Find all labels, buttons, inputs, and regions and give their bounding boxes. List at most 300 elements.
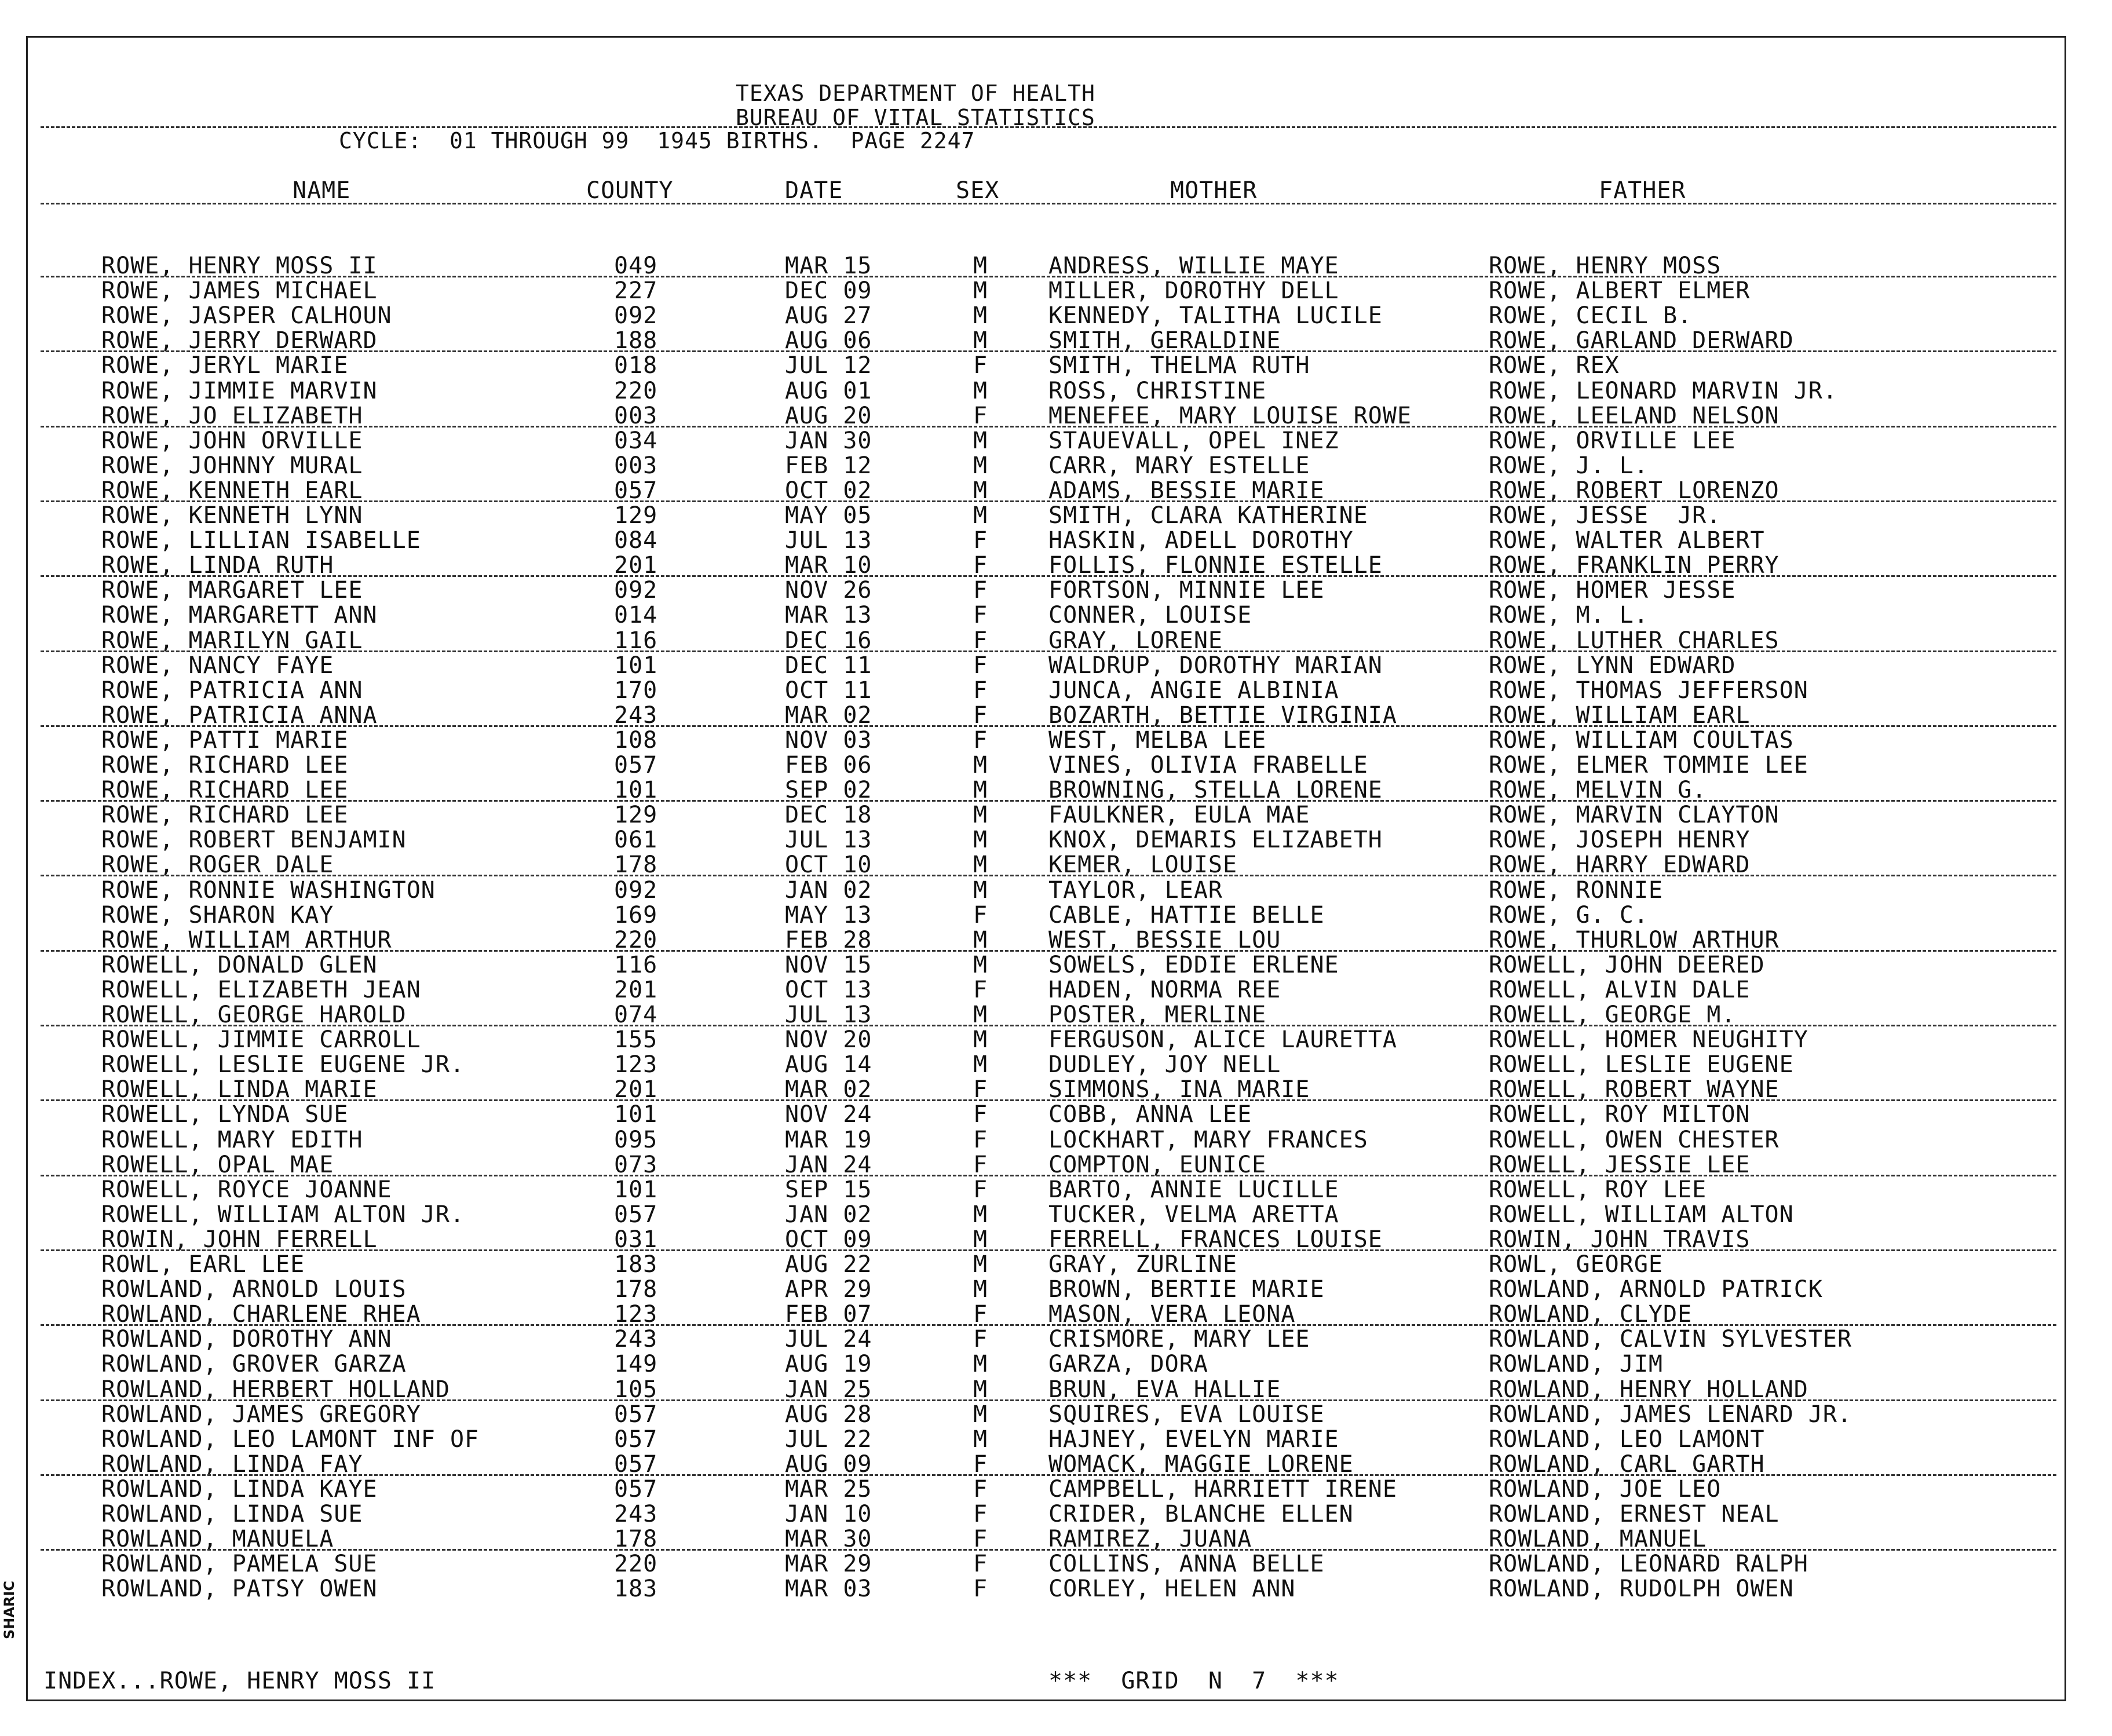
cell-county: 178 <box>614 1526 658 1553</box>
table-row <box>0 1028 2062 1052</box>
column-header-county: COUNTY <box>586 177 674 204</box>
cell-sex: F <box>973 1126 988 1153</box>
cell-date: AUG 01 <box>785 377 872 404</box>
cell-name: ROWELL, ROYCE JOANNE <box>101 1176 392 1203</box>
cell-sex: F <box>973 1526 988 1553</box>
cell-name: ROWE, JIMMIE MARVIN <box>101 377 378 404</box>
cell-father: ROWE, MELVIN G. <box>1489 777 1707 804</box>
index-footer: INDEX...ROWE, HENRY MOSS II <box>43 1668 436 1694</box>
cell-mother: CORLEY, HELEN ANN <box>1048 1576 1296 1603</box>
cell-county: 057 <box>614 1475 658 1503</box>
cell-name: ROWE, JASPER CALHOUN <box>101 302 392 330</box>
cell-name: ROWE, PATRICIA ANNA <box>101 701 378 729</box>
cell-sex: M <box>973 1351 988 1378</box>
cell-mother: MASON, VERA LEONA <box>1048 1301 1296 1328</box>
cell-county: 061 <box>614 827 658 854</box>
cell-father: ROWLAND, ARNOLD PATRICK <box>1489 1276 1823 1303</box>
cell-father: ROWE, FRANKLIN PERRY <box>1489 552 1780 579</box>
cell-father: ROWE, REX <box>1489 352 1620 379</box>
cell-county: 105 <box>614 1376 658 1403</box>
cell-date: DEC 09 <box>785 277 872 305</box>
cell-name: ROWELL, LINDA MARIE <box>101 1076 378 1103</box>
table-row <box>0 1502 2062 1527</box>
cell-name: ROWLAND, PAMELA SUE <box>101 1551 378 1578</box>
cell-date: JAN 25 <box>785 1376 872 1403</box>
table-row <box>0 578 2062 603</box>
cell-date: FEB 06 <box>785 752 872 779</box>
cell-mother: FERRELL, FRANCES LOUISE <box>1048 1226 1383 1253</box>
cell-father: ROWLAND, CLYDE <box>1489 1301 1693 1328</box>
cell-name: ROWE, MARGARET LEE <box>101 577 363 604</box>
cell-sex: M <box>973 277 988 305</box>
cell-date: MAY 05 <box>785 502 872 529</box>
column-header-mother: MOTHER <box>1170 177 1258 204</box>
cell-sex: F <box>973 652 988 679</box>
cell-county: 201 <box>614 552 658 579</box>
cell-sex: F <box>973 1301 988 1328</box>
cell-father: ROWLAND, MANUEL <box>1489 1526 1707 1553</box>
table-row <box>0 1052 2062 1077</box>
cell-mother: KNOX, DEMARIS ELIZABETH <box>1048 827 1383 854</box>
cell-county: 101 <box>614 1176 658 1203</box>
cell-county: 101 <box>614 777 658 804</box>
cell-father: ROWLAND, JAMES LENARD JR. <box>1489 1401 1852 1428</box>
cell-mother: VINES, OLIVIA FRABELLE <box>1048 752 1368 779</box>
cell-father: ROWLAND, RUDOLPH OWEN <box>1489 1576 1794 1603</box>
cell-father: ROWE, WILLIAM COULTAS <box>1489 726 1794 754</box>
cell-sex: F <box>973 677 988 704</box>
cell-father: ROWE, HARRY EDWARD <box>1489 851 1751 879</box>
cell-father: ROWE, LEELAND NELSON <box>1489 402 1780 429</box>
table-row <box>0 978 2062 1003</box>
cell-date: MAR 03 <box>785 1576 872 1603</box>
cell-sex: F <box>973 402 988 429</box>
cell-mother: SQUIRES, EVA LOUISE <box>1048 1401 1325 1428</box>
cell-father: ROWELL, WILLIAM ALTON <box>1489 1201 1794 1228</box>
cell-mother: POSTER, MERLINE <box>1048 1002 1267 1028</box>
cell-mother: CAMPBELL, HARRIETT IRENE <box>1048 1475 1397 1503</box>
cell-mother: FERGUSON, ALICE LAURETTA <box>1048 1026 1397 1054</box>
cell-father: ROWE, LEONARD MARVIN JR. <box>1489 377 1837 404</box>
cell-sex: F <box>973 1101 988 1128</box>
table-row <box>0 553 2062 578</box>
cell-county: 220 <box>614 377 658 404</box>
cell-sex: F <box>973 1475 988 1503</box>
cell-date: JAN 30 <box>785 427 872 454</box>
cell-date: NOV 24 <box>785 1101 872 1128</box>
cell-mother: GRAY, LORENE <box>1048 627 1223 654</box>
cell-name: ROWE, KENNETH EARL <box>101 477 363 504</box>
cell-sex: F <box>973 352 988 379</box>
cell-father: ROWELL, LESLIE EUGENE <box>1489 1051 1794 1079</box>
cell-date: AUG 06 <box>785 327 872 354</box>
cell-mother: DUDLEY, JOY NELL <box>1048 1051 1281 1079</box>
cell-sex: M <box>973 1376 988 1403</box>
cell-father: ROWLAND, LEONARD RALPH <box>1489 1551 1808 1578</box>
column-header-sex: SEX <box>956 177 1000 204</box>
cell-date: OCT 10 <box>785 851 872 879</box>
cell-name: ROWE, MARILYN GAIL <box>101 627 363 654</box>
cell-county: 031 <box>614 1226 658 1253</box>
cell-mother: FOLLIS, FLONNIE ESTELLE <box>1048 552 1383 579</box>
cell-county: 220 <box>614 926 658 953</box>
table-row <box>0 1277 2062 1302</box>
cell-county: 178 <box>614 1276 658 1303</box>
cell-father: ROWE, JESSE JR. <box>1489 502 1722 529</box>
cell-date: NOV 26 <box>785 577 872 604</box>
cell-county: 243 <box>614 1501 658 1527</box>
cell-county: 101 <box>614 652 658 679</box>
cell-name: ROWE, HENRY MOSS II <box>101 253 378 279</box>
table-row <box>0 778 2062 803</box>
cell-name: ROWLAND, JAMES GREGORY <box>101 1401 421 1428</box>
table-row <box>0 1077 2062 1102</box>
cell-sex: F <box>973 1326 988 1353</box>
cell-mother: CABLE, HATTIE BELLE <box>1048 901 1325 929</box>
cell-name: ROWELL, LYNDA SUE <box>101 1101 349 1128</box>
cell-sex: M <box>973 1226 988 1253</box>
table-row <box>0 653 2062 678</box>
cell-father: ROWELL, JOHN DEERED <box>1489 951 1765 978</box>
cell-name: ROWLAND, MANUELA <box>101 1526 334 1553</box>
cell-date: AUG 20 <box>785 402 872 429</box>
cell-county: 003 <box>614 402 658 429</box>
column-header-name: NAME <box>293 177 351 204</box>
cell-mother: HADEN, NORMA REE <box>1048 976 1281 1003</box>
cell-county: 123 <box>614 1051 658 1079</box>
cell-sex: M <box>973 876 988 904</box>
cell-date: JUL 13 <box>785 1002 872 1028</box>
cell-mother: FORTSON, MINNIE LEE <box>1048 577 1325 604</box>
table-row <box>0 279 2062 304</box>
cell-father: ROWLAND, HENRY HOLLAND <box>1489 1376 1808 1403</box>
cell-father: ROWIN, JOHN TRAVIS <box>1489 1226 1751 1253</box>
cell-date: SEP 02 <box>785 777 872 804</box>
cell-sex: M <box>973 851 988 879</box>
cell-date: DEC 16 <box>785 627 872 654</box>
cell-father: ROWLAND, ERNEST NEAL <box>1489 1501 1780 1527</box>
cell-county: 057 <box>614 752 658 779</box>
column-header-rule <box>41 203 2056 204</box>
table-row <box>0 254 2062 279</box>
cell-father: ROWE, JOSEPH HENRY <box>1489 827 1751 854</box>
cell-sex: M <box>973 1051 988 1079</box>
cell-sex: M <box>973 327 988 354</box>
cell-name: ROWELL, DONALD GLEN <box>101 951 378 978</box>
cell-date: MAR 15 <box>785 253 872 279</box>
cell-father: ROWE, WALTER ALBERT <box>1489 527 1765 554</box>
table-row <box>0 404 2062 429</box>
table-row <box>0 1352 2062 1377</box>
cell-sex: M <box>973 377 988 404</box>
table-row <box>0 678 2062 703</box>
cell-sex: F <box>973 577 988 604</box>
table-row <box>0 878 2062 903</box>
cell-date: JUL 22 <box>785 1426 872 1453</box>
cell-mother: SIMMONS, INA MARIE <box>1048 1076 1310 1103</box>
cell-father: ROWLAND, JIM <box>1489 1351 1663 1378</box>
cell-county: 123 <box>614 1301 658 1328</box>
cell-father: ROWE, GARLAND DERWARD <box>1489 327 1794 354</box>
cell-sex: M <box>973 1026 988 1054</box>
cell-county: 116 <box>614 951 658 978</box>
cell-county: 201 <box>614 976 658 1003</box>
cell-father: ROWE, THOMAS JEFFERSON <box>1489 677 1808 704</box>
cell-name: ROWELL, MARY EDITH <box>101 1126 363 1153</box>
cell-date: JUL 24 <box>785 1326 872 1353</box>
cell-sex: F <box>973 552 988 579</box>
cell-name: ROWE, SHARON KAY <box>101 901 334 929</box>
cell-date: OCT 09 <box>785 1226 872 1253</box>
cell-county: 092 <box>614 876 658 904</box>
cell-sex: F <box>973 976 988 1003</box>
cell-mother: KEMER, LOUISE <box>1048 851 1238 879</box>
cell-name: ROWLAND, DOROTHY ANN <box>101 1326 392 1353</box>
table-row <box>0 1227 2062 1252</box>
cell-name: ROWE, LINDA RUTH <box>101 552 334 579</box>
table-row <box>0 953 2062 978</box>
cell-county: 243 <box>614 1326 658 1353</box>
cell-date: OCT 11 <box>785 677 872 704</box>
cell-father: ROWLAND, CALVIN SYLVESTER <box>1489 1326 1852 1353</box>
cell-sex: F <box>973 701 988 729</box>
cell-father: ROWELL, ROY LEE <box>1489 1176 1707 1203</box>
cell-mother: BARTO, ANNIE LUCILLE <box>1048 1176 1339 1203</box>
cell-mother: KENNEDY, TALITHA LUCILE <box>1048 302 1383 330</box>
table-row <box>0 828 2062 853</box>
cell-sex: F <box>973 602 988 629</box>
table-row <box>0 1552 2062 1577</box>
cell-date: MAY 13 <box>785 901 872 929</box>
cell-name: ROWL, EARL LEE <box>101 1251 305 1278</box>
cell-name: ROWE, ROBERT BENJAMIN <box>101 827 407 854</box>
cell-county: 101 <box>614 1101 658 1128</box>
cell-date: JAN 02 <box>785 876 872 904</box>
cell-county: 003 <box>614 452 658 479</box>
cell-father: ROWL, GEORGE <box>1489 1251 1663 1278</box>
cell-name: ROWE, LILLIAN ISABELLE <box>101 527 421 554</box>
table-row <box>0 1128 2062 1153</box>
cell-county: 116 <box>614 627 658 654</box>
table-row <box>0 728 2062 753</box>
table-row <box>0 379 2062 404</box>
cell-date: FEB 12 <box>785 452 872 479</box>
cell-mother: BRUN, EVA HALLIE <box>1048 1376 1281 1403</box>
cell-sex: F <box>973 1076 988 1103</box>
cell-father: ROWELL, JESSIE LEE <box>1489 1151 1751 1178</box>
cell-sex: M <box>973 302 988 330</box>
table-row <box>0 803 2062 828</box>
cell-date: NOV 15 <box>785 951 872 978</box>
cell-name: ROWE, PATTI MARIE <box>101 726 349 754</box>
table-row <box>0 454 2062 478</box>
cell-name: ROWE, JO ELIZABETH <box>101 402 363 429</box>
cell-county: 129 <box>614 802 658 829</box>
cell-father: ROWE, ELMER TOMMIE LEE <box>1489 752 1808 779</box>
cell-county: 057 <box>614 477 658 504</box>
cell-name: ROWELL, ELIZABETH JEAN <box>101 976 421 1003</box>
cell-sex: M <box>973 452 988 479</box>
cell-date: AUG 09 <box>785 1450 872 1478</box>
cell-county: 220 <box>614 1551 658 1578</box>
cell-county: 178 <box>614 851 658 879</box>
cell-name: ROWE, JAMES MICHAEL <box>101 277 378 305</box>
cell-mother: CRISMORE, MARY LEE <box>1048 1326 1310 1353</box>
cell-county: 092 <box>614 577 658 604</box>
cell-sex: M <box>973 427 988 454</box>
cell-father: ROWE, ALBERT ELMER <box>1489 277 1751 305</box>
table-row <box>0 429 2062 454</box>
cell-name: ROWELL, WILLIAM ALTON JR. <box>101 1201 465 1228</box>
cell-sex: M <box>973 1426 988 1453</box>
table-row <box>0 1452 2062 1477</box>
cell-county: 092 <box>614 302 658 330</box>
cell-name: ROWLAND, PATSY OWEN <box>101 1576 378 1603</box>
cell-father: ROWE, LUTHER CHARLES <box>1489 627 1780 654</box>
cell-sex: M <box>973 951 988 978</box>
cell-date: MAR 02 <box>785 1076 872 1103</box>
table-row <box>0 1178 2062 1203</box>
cell-mother: COBB, ANNA LEE <box>1048 1101 1252 1128</box>
cell-name: ROWELL, LESLIE EUGENE JR. <box>101 1051 465 1079</box>
cell-sex: M <box>973 477 988 504</box>
cell-date: OCT 13 <box>785 976 872 1003</box>
table-row <box>0 1577 2062 1602</box>
cell-county: 243 <box>614 701 658 729</box>
cell-father: ROWELL, ALVIN DALE <box>1489 976 1751 1003</box>
department-title: TEXAS DEPARTMENT OF HEALTH <box>736 81 1095 106</box>
cell-mother: BOZARTH, BETTIE VIRGINIA <box>1048 701 1397 729</box>
cell-county: 073 <box>614 1151 658 1178</box>
table-row <box>0 353 2062 378</box>
table-row <box>0 1102 2062 1127</box>
cell-name: ROWLAND, LEO LAMONT INF OF <box>101 1426 480 1453</box>
cell-sex: M <box>973 777 988 804</box>
cell-date: FEB 07 <box>785 1301 872 1328</box>
cycle-line: CYCLE: 01 THROUGH 99 1945 BIRTHS. PAGE 2247 <box>339 128 975 154</box>
cell-sex: M <box>973 1276 988 1303</box>
cell-sex: M <box>973 802 988 829</box>
cell-father: ROWE, HOMER JESSE <box>1489 577 1736 604</box>
cell-father: ROWLAND, JOE LEO <box>1489 1475 1722 1503</box>
cell-father: ROWELL, OWEN CHESTER <box>1489 1126 1780 1153</box>
cell-date: OCT 02 <box>785 477 872 504</box>
cell-sex: F <box>973 1151 988 1178</box>
table-row <box>0 853 2062 878</box>
cell-county: 183 <box>614 1251 658 1278</box>
cell-sex: M <box>973 1401 988 1428</box>
cell-county: 201 <box>614 1076 658 1103</box>
cell-name: ROWELL, JIMMIE CARROLL <box>101 1026 421 1054</box>
cell-name: ROWLAND, HERBERT HOLLAND <box>101 1376 450 1403</box>
cell-date: FEB 28 <box>785 926 872 953</box>
table-row <box>0 528 2062 553</box>
cell-name: ROWLAND, LINDA SUE <box>101 1501 363 1527</box>
cell-name: ROWE, JOHN ORVILLE <box>101 427 363 454</box>
cell-name: ROWELL, OPAL MAE <box>101 1151 334 1178</box>
table-row <box>0 1153 2062 1178</box>
cell-county: 169 <box>614 901 658 929</box>
cell-mother: ADAMS, BESSIE MARIE <box>1048 477 1325 504</box>
cell-name: ROWLAND, CHARLENE RHEA <box>101 1301 421 1328</box>
table-row <box>0 503 2062 528</box>
cell-date: NOV 20 <box>785 1026 872 1054</box>
cell-date: JUL 13 <box>785 527 872 554</box>
column-header-father: FATHER <box>1599 177 1686 204</box>
cell-mother: BROWNING, STELLA LORENE <box>1048 777 1383 804</box>
table-row <box>0 903 2062 928</box>
cell-mother: WEST, BESSIE LOU <box>1048 926 1281 953</box>
table-row <box>0 1427 2062 1452</box>
row-rule <box>41 875 2056 876</box>
cell-name: ROWE, RICHARD LEE <box>101 802 349 829</box>
cell-county: 155 <box>614 1026 658 1054</box>
cell-mother: HAJNEY, EVELYN MARIE <box>1048 1426 1339 1453</box>
cell-sex: F <box>973 726 988 754</box>
cell-mother: ROSS, CHRISTINE <box>1048 377 1267 404</box>
table-row <box>0 1203 2062 1227</box>
cell-mother: FAULKNER, EULA MAE <box>1048 802 1310 829</box>
cell-name: ROWE, JERRY DERWARD <box>101 327 378 354</box>
cell-date: MAR 25 <box>785 1475 872 1503</box>
cell-father: ROWE, ORVILLE LEE <box>1489 427 1736 454</box>
cell-father: ROWELL, ROY MILTON <box>1489 1101 1751 1128</box>
column-header-date: DATE <box>785 177 843 204</box>
cell-date: JAN 02 <box>785 1201 872 1228</box>
cell-name: ROWE, PATRICIA ANN <box>101 677 363 704</box>
table-row <box>0 1527 2062 1552</box>
cell-county: 108 <box>614 726 658 754</box>
bureau-title: BUREAU OF VITAL STATISTICS <box>736 105 1095 130</box>
cell-county: 049 <box>614 253 658 279</box>
cell-father: ROWE, RONNIE <box>1489 876 1663 904</box>
cell-sex: M <box>973 1201 988 1228</box>
cell-sex: F <box>973 1551 988 1578</box>
table-row <box>0 1252 2062 1277</box>
cell-county: 014 <box>614 602 658 629</box>
cell-county: 034 <box>614 427 658 454</box>
cell-date: AUG 19 <box>785 1351 872 1378</box>
cell-date: MAR 19 <box>785 1126 872 1153</box>
cell-sex: M <box>973 827 988 854</box>
cell-father: ROWE, MARVIN CLAYTON <box>1489 802 1780 829</box>
cell-county: 074 <box>614 1002 658 1028</box>
cell-father: ROWE, ROBERT LORENZO <box>1489 477 1780 504</box>
cell-mother: TUCKER, VELMA ARETTA <box>1048 1201 1339 1228</box>
cell-sex: F <box>973 1450 988 1478</box>
cell-mother: SMITH, GERALDINE <box>1048 327 1281 354</box>
cell-name: ROWE, RONNIE WASHINGTON <box>101 876 436 904</box>
cell-county: 018 <box>614 352 658 379</box>
cell-county: 183 <box>614 1576 658 1603</box>
cell-mother: LOCKHART, MARY FRANCES <box>1048 1126 1368 1153</box>
cell-father: ROWELL, ROBERT WAYNE <box>1489 1076 1780 1103</box>
cell-sex: F <box>973 901 988 929</box>
side-label: SHARIC <box>1 1581 17 1639</box>
cell-mother: SMITH, THELMA RUTH <box>1048 352 1310 379</box>
cell-sex: M <box>973 752 988 779</box>
table-row <box>0 1327 2062 1352</box>
grid-footer: *** GRID N 7 *** <box>1048 1668 1339 1694</box>
cell-date: JUL 12 <box>785 352 872 379</box>
cell-mother: CARR, MARY ESTELLE <box>1048 452 1310 479</box>
table-row <box>0 1302 2062 1327</box>
cell-sex: F <box>973 527 988 554</box>
cell-sex: M <box>973 253 988 279</box>
cell-father: ROWE, WILLIAM EARL <box>1489 701 1751 729</box>
table-row <box>0 628 2062 653</box>
cell-mother: WOMACK, MAGGIE LORENE <box>1048 1450 1354 1478</box>
